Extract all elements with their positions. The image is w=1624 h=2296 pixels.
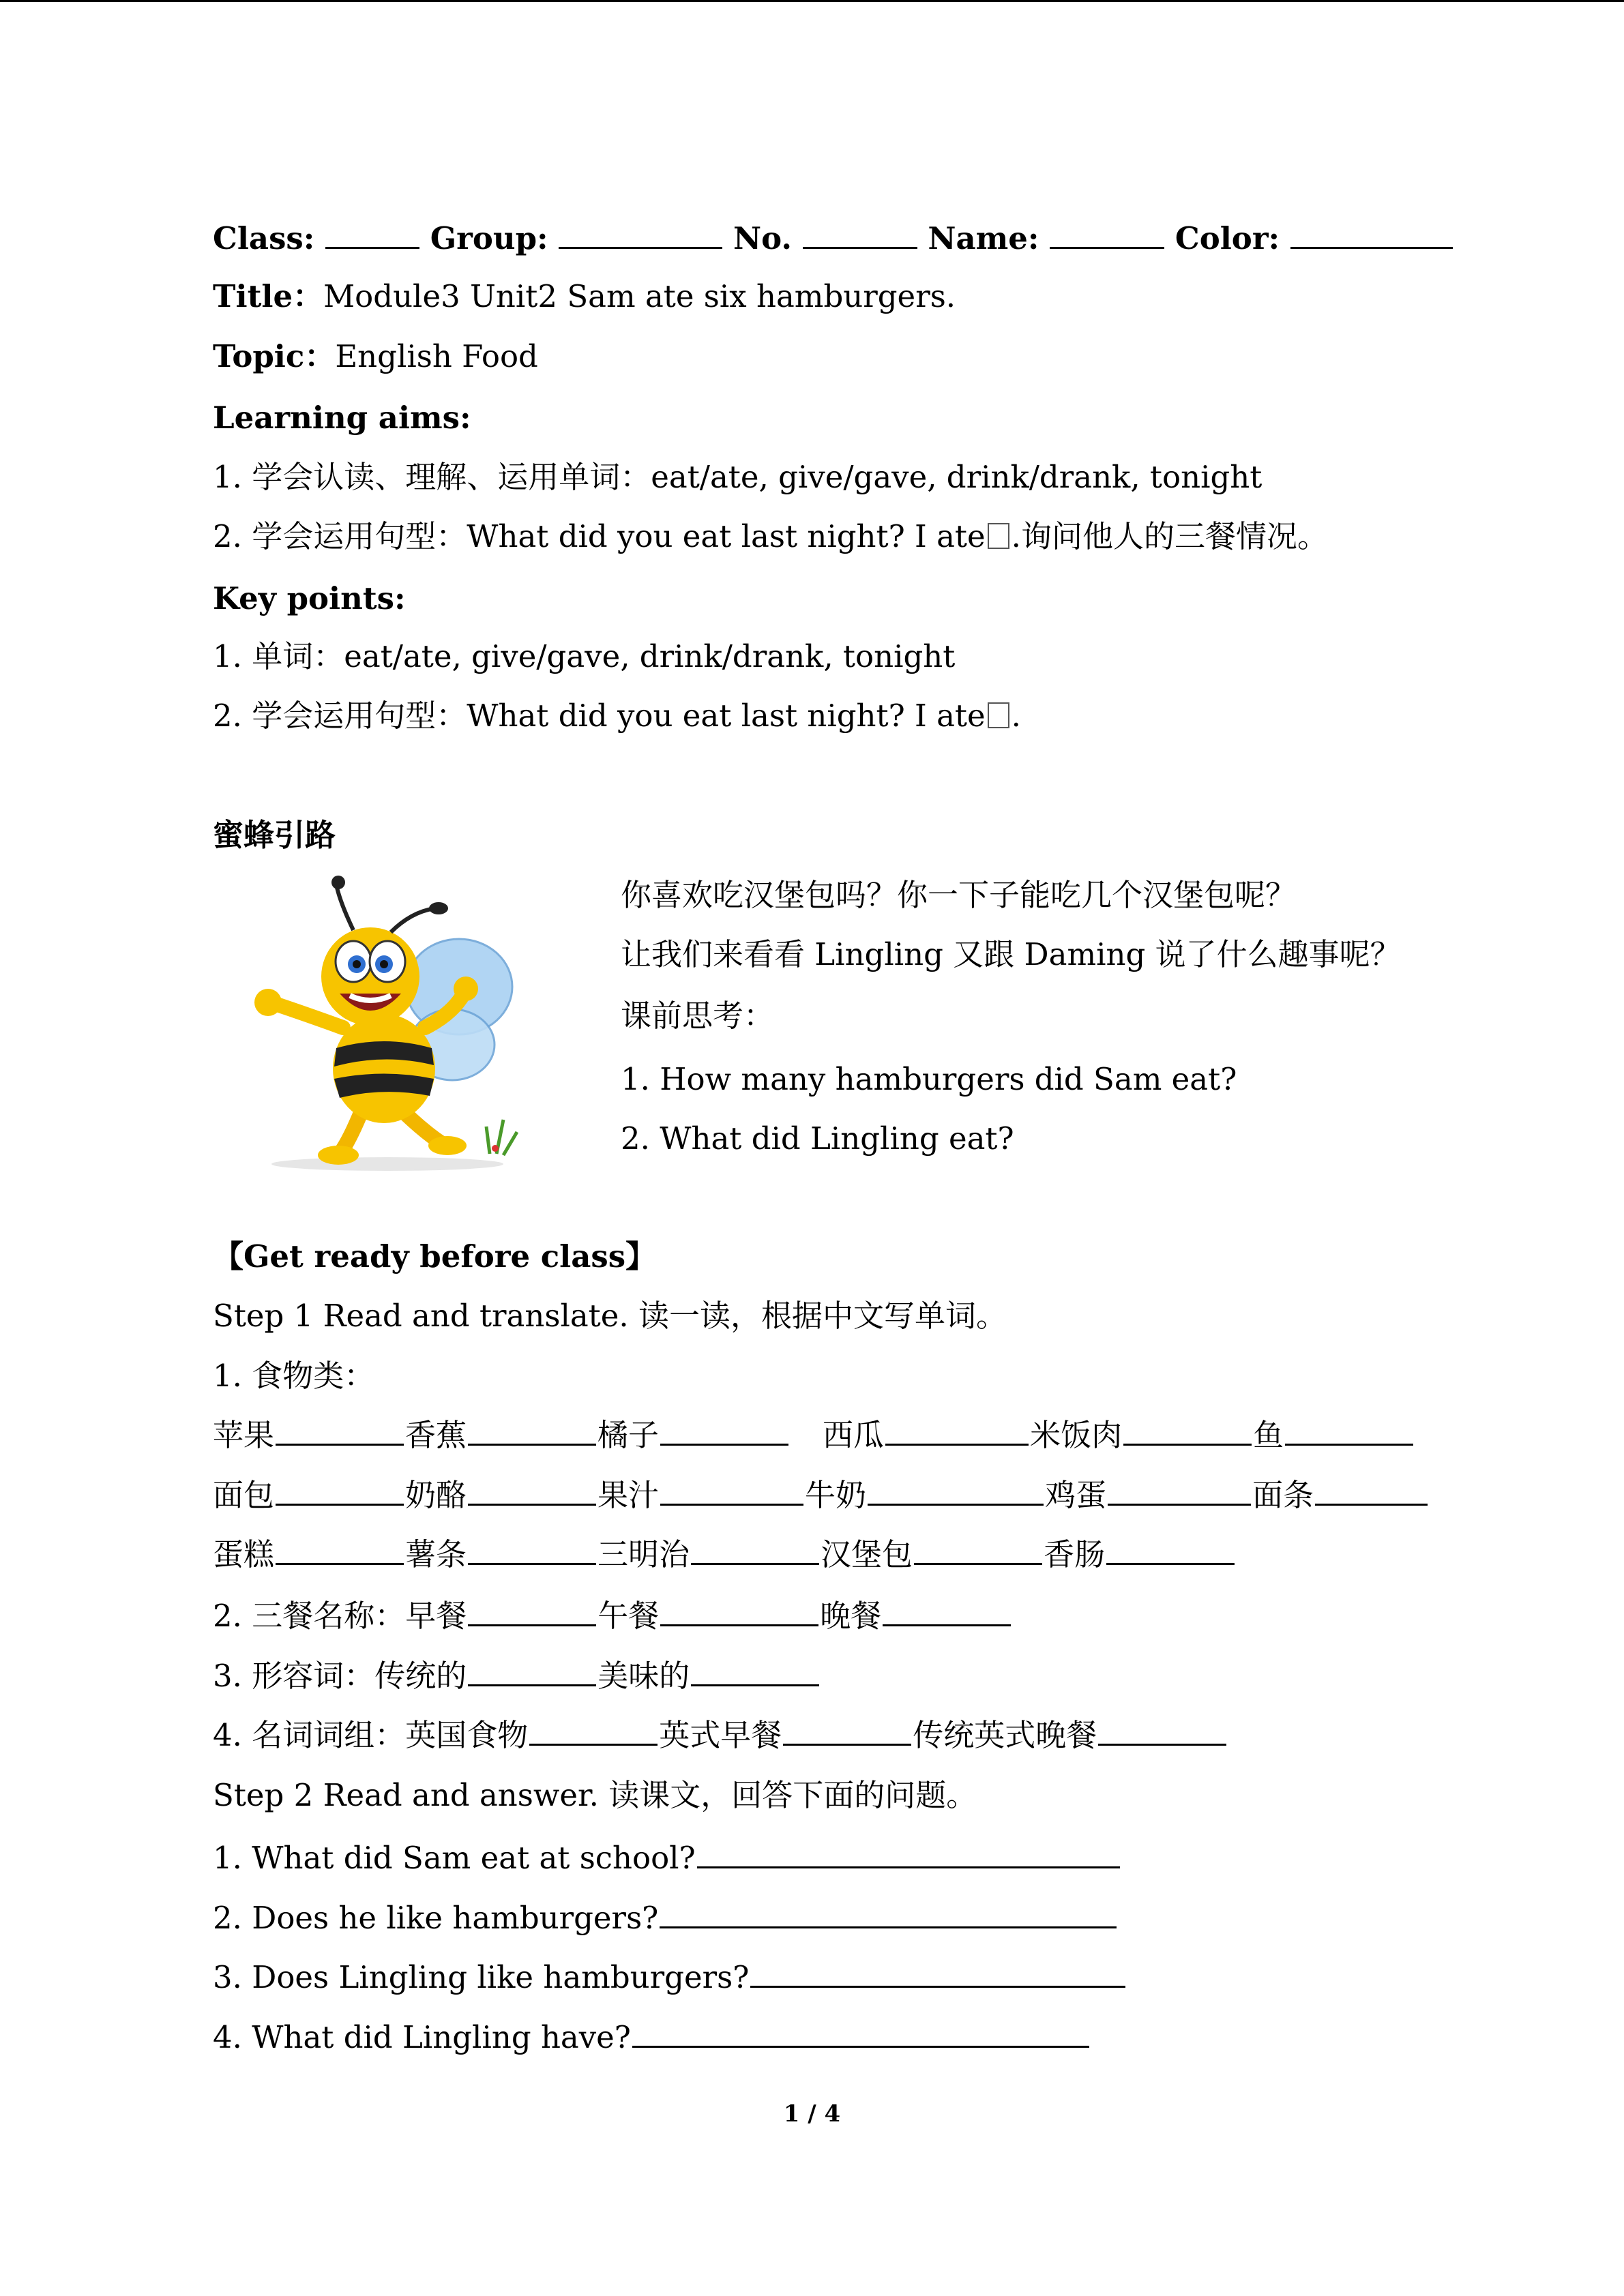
phrase-english-food: 英国食物 — [405, 1717, 529, 1753]
color-label: Color: — [1175, 220, 1280, 256]
word-breakfast: 早餐 — [405, 1598, 467, 1634]
blank-input[interactable] — [468, 1476, 596, 1506]
step1-instruction: Step 1 Read and translate. 读一读，根据中文写单词。 — [213, 1298, 1007, 1334]
aim-item-2-tail: .询问他人的三餐情况。 — [1011, 518, 1328, 554]
question-4 — [213, 2017, 1091, 2058]
adjectives-label: 3. 形容词： — [213, 1658, 375, 1694]
word-chips: 薯条 — [405, 1536, 467, 1572]
header-fields — [213, 218, 1453, 259]
topic-line — [213, 336, 538, 377]
word-traditional: 传统的 — [374, 1658, 467, 1694]
word-apple: 苹果 — [213, 1417, 275, 1453]
phrase-traditional-english-dinner: 传统英式晚餐 — [913, 1717, 1097, 1753]
topic-label: Topic： — [213, 338, 336, 374]
color-blank[interactable] — [1290, 220, 1453, 249]
blank-input[interactable] — [468, 1536, 596, 1565]
blank-input[interactable] — [468, 1657, 596, 1686]
word-bread: 面包 — [213, 1477, 275, 1513]
noun-phrases-label: 4. 名词词组： — [213, 1717, 406, 1753]
blank-input[interactable] — [885, 1416, 1029, 1446]
meals-label: 2. 三餐名称： — [213, 1598, 406, 1634]
blank-input[interactable] — [276, 1536, 404, 1565]
meals-row — [213, 1596, 1012, 1637]
blank-box — [988, 702, 1009, 728]
answer-blank[interactable] — [660, 1899, 1117, 1928]
word-juice: 果汁 — [597, 1477, 660, 1513]
blank-input[interactable] — [468, 1597, 596, 1626]
word-rice-meat: 米饭肉 — [1030, 1417, 1123, 1453]
bee-illustration — [217, 874, 544, 1174]
blank-input[interactable] — [660, 1416, 788, 1446]
aim-item-2 — [213, 516, 1328, 557]
class-blank[interactable] — [325, 220, 419, 249]
word-watermelon: 西瓜 — [823, 1417, 885, 1453]
word-dinner: 晚餐 — [820, 1598, 882, 1634]
blank-input[interactable] — [1123, 1416, 1252, 1446]
answer-blank[interactable] — [697, 1839, 1120, 1868]
food-category-label: 1. 食物类： — [213, 1358, 375, 1394]
word-hamburger: 汉堡包 — [821, 1536, 913, 1572]
word-egg: 鸡蛋 — [1045, 1477, 1107, 1513]
word-cheese: 奶酪 — [405, 1477, 467, 1513]
word-sandwich: 三明治 — [597, 1536, 690, 1572]
question-3-text: 3. Does Lingling like hamburgers? — [213, 1959, 750, 1995]
word-fish: 鱼 — [1253, 1417, 1284, 1453]
blank-input[interactable] — [783, 1716, 911, 1746]
word-delicious: 美味的 — [597, 1658, 690, 1694]
no-blank[interactable] — [803, 220, 917, 249]
question-1-text: 1. What did Sam eat at school? — [213, 1840, 696, 1876]
blank-input[interactable] — [276, 1476, 404, 1506]
vocab-row-2 — [213, 1475, 1429, 1516]
bee-line-1: 你喜欢吃汉堡包吗？你一下子能吃几个汉堡包呢？ — [621, 877, 1297, 913]
step2-instruction: Step 2 Read and answer. 读课文，回答下面的问题。 — [213, 1777, 977, 1813]
key-point-2-tail: . — [1011, 698, 1021, 734]
answer-blank[interactable] — [632, 2018, 1089, 2048]
blank-input[interactable] — [691, 1536, 819, 1565]
key-point-1: 1. 单词：eat/ate, give/gave, drink/drank, tonight — [213, 638, 956, 674]
get-ready-heading: 【Get ready before class】 — [213, 1238, 657, 1274]
aim-item-2-text: 2. 学会运用句型：What did you eat last night? I ate — [213, 518, 986, 554]
bee-question-2: 2. What did Lingling eat? — [621, 1120, 1014, 1157]
title-line — [213, 276, 956, 317]
blank-input[interactable] — [914, 1536, 1042, 1565]
blank-input[interactable] — [883, 1597, 1011, 1626]
name-blank[interactable] — [1050, 220, 1164, 249]
key-point-2 — [213, 696, 1021, 736]
bee-line-3: 课前思考： — [621, 998, 775, 1034]
title-value: Module3 Unit2 Sam ate six hamburgers. — [323, 278, 956, 314]
noun-phrases-row — [213, 1715, 1228, 1756]
blank-input[interactable] — [1108, 1476, 1251, 1506]
topic-value: English Food — [335, 338, 538, 374]
class-label: Class: — [213, 220, 315, 256]
blank-input[interactable] — [468, 1416, 596, 1446]
blank-input[interactable] — [1315, 1476, 1428, 1506]
learning-aims-heading: Learning aims: — [213, 400, 471, 436]
bee-section-heading: 蜜蜂引路 — [213, 817, 336, 853]
question-3 — [213, 1957, 1127, 1998]
key-point-2-text: 2. 学会运用句型：What did you eat last night? I ate — [213, 698, 986, 734]
group-label: Group: — [430, 220, 548, 256]
question-1 — [213, 1838, 1121, 1879]
blank-box — [988, 523, 1009, 549]
group-blank[interactable] — [559, 220, 722, 249]
word-sausage: 香肠 — [1044, 1536, 1106, 1572]
aim-item-1: 1. 学会认读、理解、运用单词：eat/ate, give/gave, drink/drank, tonight — [213, 459, 1263, 495]
question-2-text: 2. Does he like hamburgers? — [213, 1900, 659, 1936]
blank-input[interactable] — [1285, 1416, 1413, 1446]
no-label: No. — [733, 220, 793, 256]
bee-question-1: 1. How many hamburgers did Sam eat? — [621, 1061, 1237, 1097]
vocab-row-1 — [213, 1415, 1415, 1456]
top-border-line — [0, 0, 1624, 2]
key-points-heading: Key points: — [213, 580, 406, 616]
bee-line-2: 让我们来看看 Lingling 又跟 Daming 说了什么趣事呢？ — [621, 936, 1401, 972]
page-number: 1 / 4 — [783, 2100, 841, 2128]
blank-input[interactable] — [1106, 1536, 1235, 1565]
blank-input[interactable] — [691, 1657, 819, 1686]
blank-input[interactable] — [868, 1476, 1044, 1506]
blank-input[interactable] — [276, 1416, 404, 1446]
word-banana: 香蕉 — [405, 1417, 467, 1453]
word-milk: 牛奶 — [805, 1477, 867, 1513]
word-lunch: 午餐 — [597, 1598, 660, 1634]
word-orange: 橘子 — [597, 1417, 660, 1453]
blank-input[interactable] — [660, 1597, 818, 1626]
answer-blank[interactable] — [750, 1958, 1125, 1988]
phrase-english-breakfast: 英式早餐 — [659, 1717, 782, 1753]
blank-input[interactable] — [1098, 1716, 1226, 1746]
vocab-row-3 — [213, 1534, 1236, 1575]
word-noodles: 面条 — [1252, 1477, 1314, 1513]
blank-input[interactable] — [529, 1716, 658, 1746]
word-cake: 蛋糕 — [213, 1536, 275, 1572]
question-2 — [213, 1898, 1118, 1939]
title-label: Title： — [213, 278, 324, 314]
question-4-text: 4. What did Lingling have? — [213, 2019, 631, 2055]
blank-input[interactable] — [660, 1476, 803, 1506]
name-label: Name: — [928, 220, 1039, 256]
adjectives-row — [213, 1656, 821, 1697]
